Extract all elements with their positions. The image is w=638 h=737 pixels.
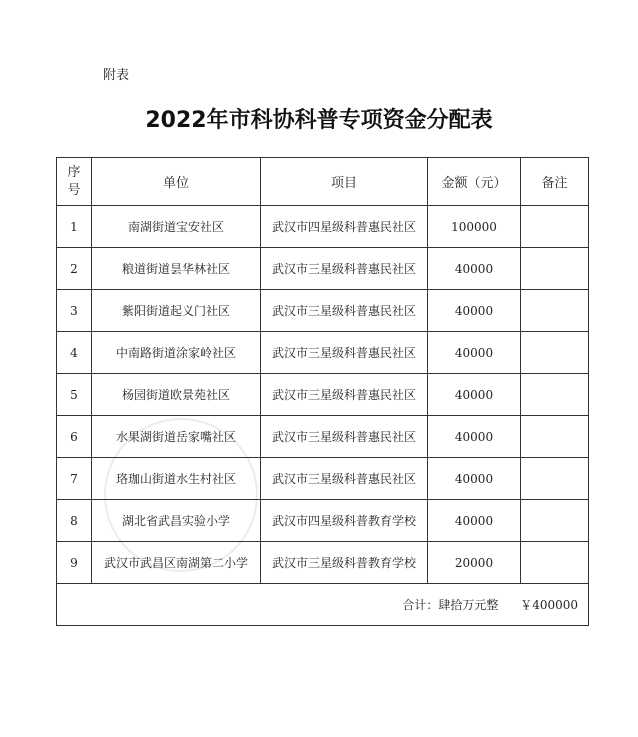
- cell-project: 武汉市三星级科普惠民社区: [261, 332, 428, 374]
- table-row: [57, 290, 589, 332]
- total-amount: ￥400000: [520, 598, 578, 612]
- cell-amount: 40000: [428, 416, 521, 458]
- cell-amount: 40000: [428, 500, 521, 542]
- cell-unit: 珞珈山街道水生村社区: [92, 458, 261, 500]
- cell-seq: 3: [57, 290, 92, 332]
- table-row: [57, 206, 589, 248]
- cell-remark: [521, 206, 589, 248]
- header-remark: 备注: [521, 158, 589, 206]
- cell-project: 武汉市三星级科普教育学校: [261, 542, 428, 584]
- table-header-row: [57, 158, 589, 206]
- cell-unit: 紫阳街道起义门社区: [92, 290, 261, 332]
- cell-amount: 40000: [428, 248, 521, 290]
- header-seq-line1: 序: [67, 164, 81, 180]
- cell-seq: 5: [57, 374, 92, 416]
- document-title: 2022年市科协科普专项资金分配表: [145, 108, 493, 133]
- cell-project: 武汉市三星级科普惠民社区: [261, 290, 428, 332]
- cell-amount: 100000: [428, 206, 521, 248]
- cell-remark: [521, 416, 589, 458]
- cell-project: 武汉市三星级科普惠民社区: [261, 374, 428, 416]
- cell-seq: 2: [57, 248, 92, 290]
- table-row: [57, 500, 589, 542]
- cell-unit: 杨园街道欧景苑社区: [92, 374, 261, 416]
- cell-project: 武汉市三星级科普惠民社区: [261, 416, 428, 458]
- cell-project: 武汉市三星级科普惠民社区: [261, 458, 428, 500]
- total-text: 合计：肆拾万元整: [402, 598, 499, 612]
- table-row: [57, 332, 589, 374]
- cell-amount: 40000: [428, 458, 521, 500]
- cell-unit: 南湖街道宝安社区: [92, 206, 261, 248]
- cell-remark: [521, 290, 589, 332]
- cell-seq: 7: [57, 458, 92, 500]
- table-row: [57, 416, 589, 458]
- cell-amount: 40000: [428, 290, 521, 332]
- cell-unit: 武汉市武昌区南湖第二小学: [92, 542, 261, 584]
- header-project: 项目: [261, 158, 428, 206]
- header-amount: 金额（元）: [428, 158, 521, 206]
- cell-remark: [521, 458, 589, 500]
- table-row: [57, 458, 589, 500]
- cell-project: 武汉市四星级科普教育学校: [261, 500, 428, 542]
- cell-seq: 8: [57, 500, 92, 542]
- cell-remark: [521, 542, 589, 584]
- cell-amount: 40000: [428, 332, 521, 374]
- cell-remark: [521, 332, 589, 374]
- header-seq-line2: 号: [67, 182, 81, 198]
- allocation-table: [56, 157, 589, 626]
- cell-seq: 4: [57, 332, 92, 374]
- cell-unit: 粮道街道昙华林社区: [92, 248, 261, 290]
- header-unit: 单位: [92, 158, 261, 206]
- cell-unit: 中南路街道涂家岭社区: [92, 332, 261, 374]
- table-row: [57, 374, 589, 416]
- cell-seq: 9: [57, 542, 92, 584]
- cell-project: 武汉市四星级科普惠民社区: [261, 206, 428, 248]
- cell-project: 武汉市三星级科普惠民社区: [261, 248, 428, 290]
- cell-seq: 6: [57, 416, 92, 458]
- cell-amount: 20000: [428, 542, 521, 584]
- cell-unit: 水果湖街道岳家嘴社区: [92, 416, 261, 458]
- table-row: [57, 248, 589, 290]
- table-row: [57, 542, 589, 584]
- header-seq: [57, 158, 92, 206]
- cell-remark: [521, 500, 589, 542]
- attachment-label: 附表: [103, 68, 130, 83]
- cell-remark: [521, 248, 589, 290]
- cell-unit: 湖北省武昌实验小学: [92, 500, 261, 542]
- total-row: [57, 584, 589, 626]
- total-cell: [57, 584, 589, 626]
- cell-amount: 40000: [428, 374, 521, 416]
- cell-remark: [521, 374, 589, 416]
- cell-seq: 1: [57, 206, 92, 248]
